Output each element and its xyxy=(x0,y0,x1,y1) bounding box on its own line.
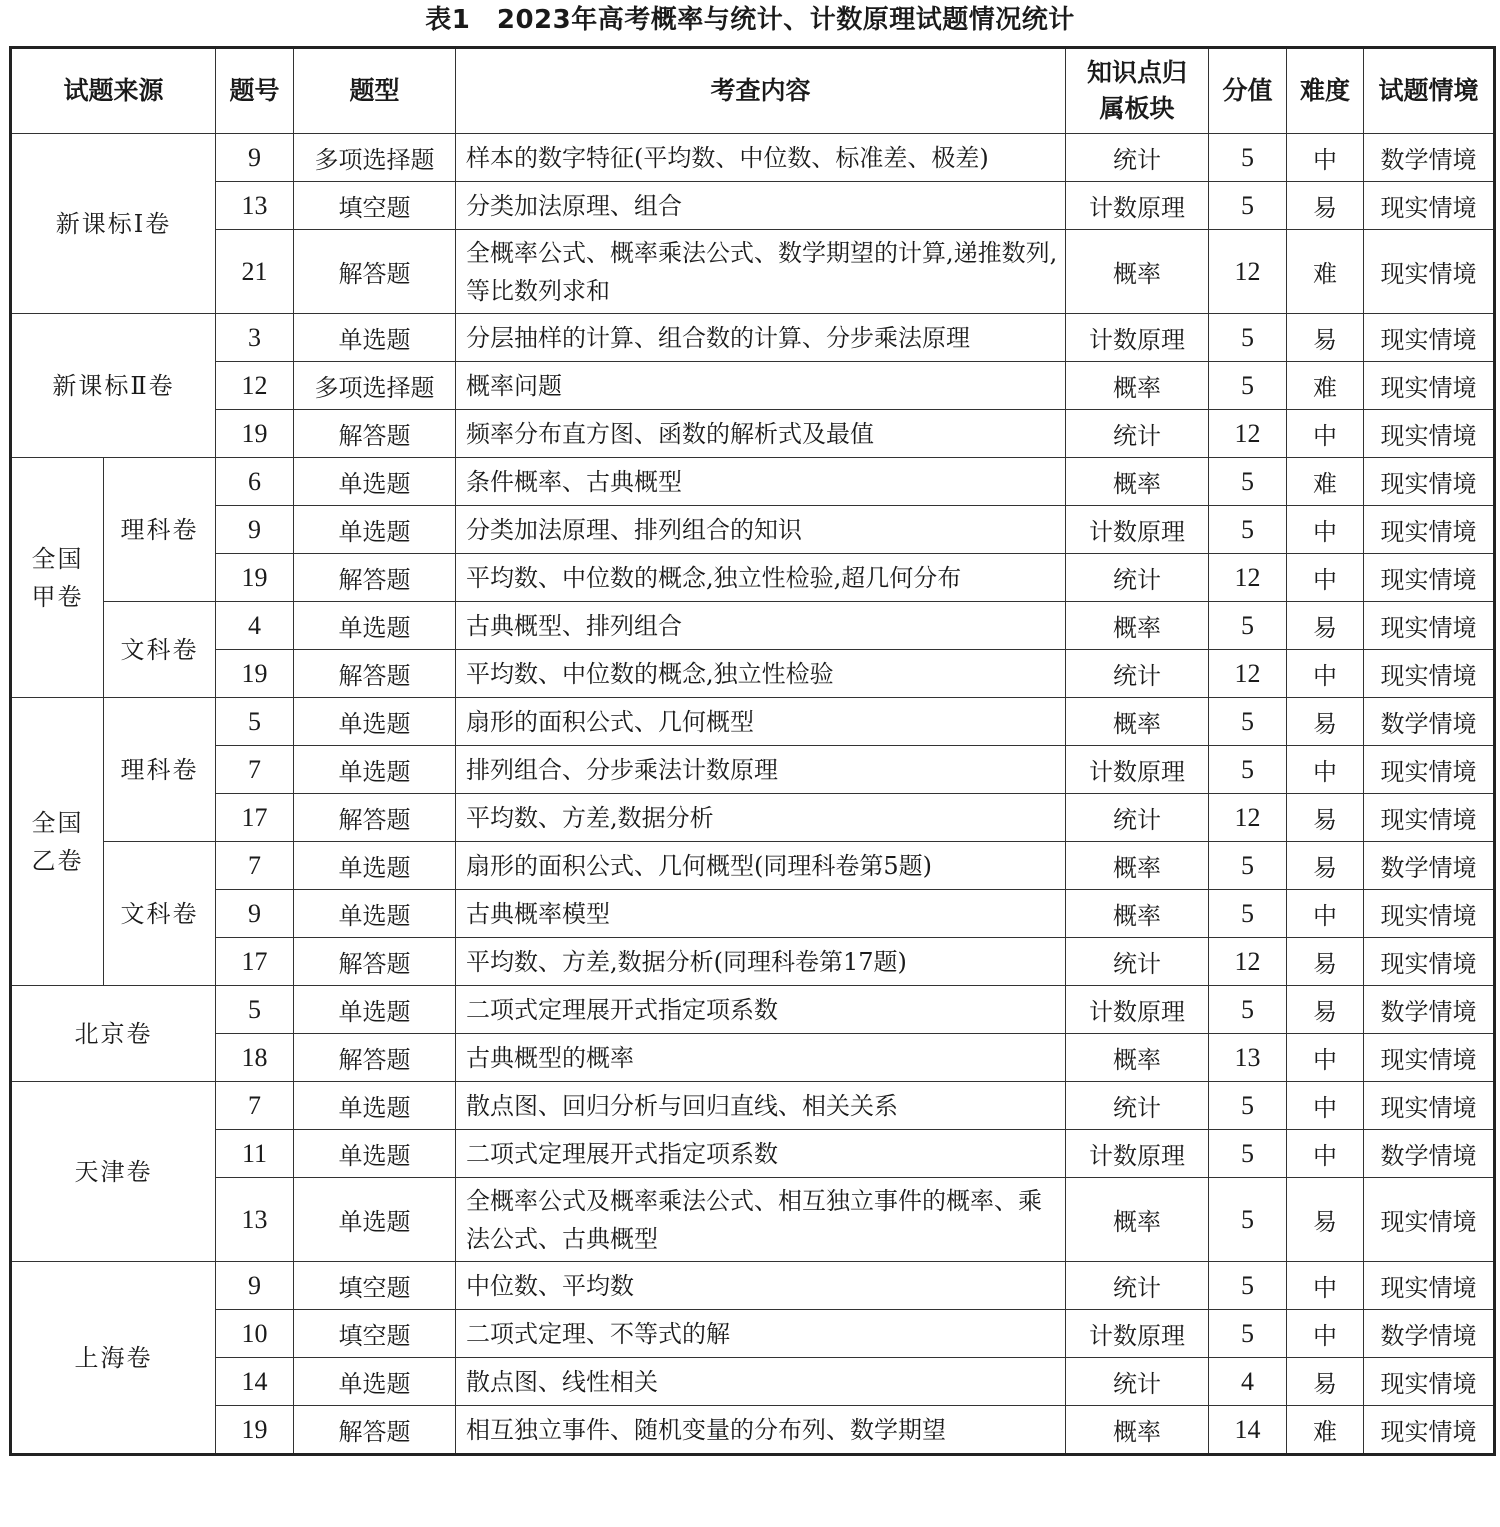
source-quanguo-jia: 全国甲卷 xyxy=(11,458,104,698)
cell-score: 12 xyxy=(1209,794,1287,842)
cell-block: 概率 xyxy=(1066,362,1209,410)
header-content: 考查内容 xyxy=(456,48,1066,134)
header-type: 题型 xyxy=(294,48,456,134)
cell-difficulty: 易 xyxy=(1287,182,1364,230)
cell-block: 概率 xyxy=(1066,230,1209,314)
cell-score: 13 xyxy=(1209,1034,1287,1082)
subsource-jia-like: 理科卷 xyxy=(104,458,216,602)
cell-context: 现实情境 xyxy=(1364,938,1495,986)
cell-content: 散点图、线性相关 xyxy=(456,1358,1066,1406)
cell-number: 19 xyxy=(216,650,294,698)
cell-content: 扇形的面积公式、几何概型 xyxy=(456,698,1066,746)
cell-type: 解答题 xyxy=(294,650,456,698)
cell-difficulty: 中 xyxy=(1287,134,1364,182)
cell-score: 5 xyxy=(1209,890,1287,938)
cell-block: 概率 xyxy=(1066,890,1209,938)
cell-context: 现实情境 xyxy=(1364,794,1495,842)
cell-type: 填空题 xyxy=(294,182,456,230)
cell-difficulty: 中 xyxy=(1287,1310,1364,1358)
cell-number: 11 xyxy=(216,1130,294,1178)
cell-context: 数学情境 xyxy=(1364,986,1495,1034)
cell-number: 9 xyxy=(216,506,294,554)
cell-block: 计数原理 xyxy=(1066,506,1209,554)
cell-type: 解答题 xyxy=(294,410,456,458)
cell-content: 相互独立事件、随机变量的分布列、数学期望 xyxy=(456,1406,1066,1455)
cell-type: 解答题 xyxy=(294,1406,456,1455)
cell-difficulty: 中 xyxy=(1287,1262,1364,1310)
table-row xyxy=(11,1082,1495,1130)
cell-block: 计数原理 xyxy=(1066,746,1209,794)
table-row xyxy=(11,554,1495,602)
cell-difficulty: 中 xyxy=(1287,890,1364,938)
cell-block: 概率 xyxy=(1066,1034,1209,1082)
cell-number: 9 xyxy=(216,890,294,938)
cell-difficulty: 难 xyxy=(1287,458,1364,506)
cell-type: 单选题 xyxy=(294,1082,456,1130)
cell-difficulty: 中 xyxy=(1287,410,1364,458)
cell-context: 数学情境 xyxy=(1364,842,1495,890)
cell-difficulty: 中 xyxy=(1287,650,1364,698)
source-quanguo-yi: 全国乙卷 xyxy=(11,698,104,986)
cell-block: 计数原理 xyxy=(1066,314,1209,362)
cell-type: 单选题 xyxy=(294,1178,456,1262)
cell-score: 14 xyxy=(1209,1406,1287,1455)
cell-context: 数学情境 xyxy=(1364,134,1495,182)
cell-block: 统计 xyxy=(1066,1262,1209,1310)
cell-type: 单选题 xyxy=(294,842,456,890)
table-row xyxy=(11,986,1495,1034)
cell-context: 现实情境 xyxy=(1364,410,1495,458)
cell-difficulty: 中 xyxy=(1287,746,1364,794)
cell-type: 单选题 xyxy=(294,602,456,650)
cell-score: 5 xyxy=(1209,314,1287,362)
cell-block: 统计 xyxy=(1066,1358,1209,1406)
source-xinkebiao-2: 新课标Ⅱ卷 xyxy=(11,314,216,458)
cell-content: 中位数、平均数 xyxy=(456,1262,1066,1310)
cell-context: 现实情境 xyxy=(1364,650,1495,698)
cell-score: 5 xyxy=(1209,1310,1287,1358)
cell-number: 12 xyxy=(216,362,294,410)
cell-score: 12 xyxy=(1209,650,1287,698)
cell-type: 单选题 xyxy=(294,1130,456,1178)
table-row xyxy=(11,938,1495,986)
table-title: 表1 2023年高考概率与统计、计数原理试题情况统计 xyxy=(425,5,1075,35)
cell-number: 14 xyxy=(216,1358,294,1406)
cell-context: 现实情境 xyxy=(1364,1406,1495,1455)
table-row xyxy=(11,1310,1495,1358)
cell-score: 12 xyxy=(1209,410,1287,458)
table-row xyxy=(11,890,1495,938)
cell-type: 单选题 xyxy=(294,506,456,554)
cell-number: 7 xyxy=(216,1082,294,1130)
cell-content: 分类加法原理、组合 xyxy=(456,182,1066,230)
cell-score: 5 xyxy=(1209,842,1287,890)
cell-content: 扇形的面积公式、几何概型(同理科卷第5题) xyxy=(456,842,1066,890)
cell-difficulty: 易 xyxy=(1287,602,1364,650)
subsource-yi-wenke: 文科卷 xyxy=(104,842,216,986)
cell-number: 17 xyxy=(216,794,294,842)
source-beijing: 北京卷 xyxy=(11,986,216,1082)
cell-difficulty: 易 xyxy=(1287,1178,1364,1262)
cell-block: 统计 xyxy=(1066,650,1209,698)
cell-score: 4 xyxy=(1209,1358,1287,1406)
cell-context: 现实情境 xyxy=(1364,506,1495,554)
cell-number: 18 xyxy=(216,1034,294,1082)
cell-context: 现实情境 xyxy=(1364,1358,1495,1406)
cell-number: 13 xyxy=(216,1178,294,1262)
cell-difficulty: 易 xyxy=(1287,842,1364,890)
cell-content: 二项式定理展开式指定项系数 xyxy=(456,986,1066,1034)
cell-number: 7 xyxy=(216,746,294,794)
table-row xyxy=(11,1034,1495,1082)
cell-score: 5 xyxy=(1209,602,1287,650)
table-row xyxy=(11,1406,1495,1455)
header-row xyxy=(11,48,1495,134)
cell-context: 现实情境 xyxy=(1364,362,1495,410)
table-row xyxy=(11,362,1495,410)
cell-score: 5 xyxy=(1209,986,1287,1034)
cell-difficulty: 难 xyxy=(1287,1406,1364,1455)
cell-type: 解答题 xyxy=(294,230,456,314)
table-row xyxy=(11,650,1495,698)
cell-number: 3 xyxy=(216,314,294,362)
cell-context: 现实情境 xyxy=(1364,1262,1495,1310)
cell-block: 概率 xyxy=(1066,1406,1209,1455)
cell-number: 17 xyxy=(216,938,294,986)
cell-type: 单选题 xyxy=(294,458,456,506)
cell-content: 样本的数字特征(平均数、中位数、标准差、极差) xyxy=(456,134,1066,182)
cell-number: 19 xyxy=(216,1406,294,1455)
cell-block: 概率 xyxy=(1066,602,1209,650)
cell-content: 散点图、回归分析与回归直线、相关关系 xyxy=(456,1082,1066,1130)
cell-content: 平均数、方差,数据分析(同理科卷第17题) xyxy=(456,938,1066,986)
cell-context: 现实情境 xyxy=(1364,458,1495,506)
cell-number: 19 xyxy=(216,554,294,602)
cell-type: 解答题 xyxy=(294,938,456,986)
cell-type: 填空题 xyxy=(294,1310,456,1358)
cell-context: 现实情境 xyxy=(1364,890,1495,938)
table-row xyxy=(11,458,1495,506)
cell-block: 统计 xyxy=(1066,554,1209,602)
table-row xyxy=(11,698,1495,746)
cell-content: 分层抽样的计算、组合数的计算、分步乘法原理 xyxy=(456,314,1066,362)
cell-score: 12 xyxy=(1209,554,1287,602)
header-context: 试题情境 xyxy=(1364,48,1495,134)
header-difficulty: 难度 xyxy=(1287,48,1364,134)
source-xinkebiao-1: 新课标Ⅰ卷 xyxy=(11,134,216,314)
cell-difficulty: 中 xyxy=(1287,1130,1364,1178)
cell-block: 统计 xyxy=(1066,134,1209,182)
cell-difficulty: 难 xyxy=(1287,230,1364,314)
cell-block: 概率 xyxy=(1066,698,1209,746)
cell-content: 概率问题 xyxy=(456,362,1066,410)
cell-content: 排列组合、分步乘法计数原理 xyxy=(456,746,1066,794)
cell-content: 古典概率模型 xyxy=(456,890,1066,938)
cell-difficulty: 易 xyxy=(1287,794,1364,842)
cell-type: 解答题 xyxy=(294,794,456,842)
subsource-jia-wenke: 文科卷 xyxy=(104,602,216,698)
cell-block: 计数原理 xyxy=(1066,182,1209,230)
table-row xyxy=(11,314,1495,362)
cell-type: 单选题 xyxy=(294,986,456,1034)
cell-block: 统计 xyxy=(1066,1082,1209,1130)
cell-context: 现实情境 xyxy=(1364,1082,1495,1130)
cell-difficulty: 易 xyxy=(1287,938,1364,986)
cell-block: 概率 xyxy=(1066,842,1209,890)
cell-block: 概率 xyxy=(1066,1178,1209,1262)
cell-score: 5 xyxy=(1209,362,1287,410)
table-row xyxy=(11,842,1495,890)
table-row xyxy=(11,182,1495,230)
table-row xyxy=(11,746,1495,794)
table-row xyxy=(11,1262,1495,1310)
cell-difficulty: 易 xyxy=(1287,986,1364,1034)
cell-block: 统计 xyxy=(1066,938,1209,986)
cell-content: 条件概率、古典概型 xyxy=(456,458,1066,506)
cell-context: 现实情境 xyxy=(1364,1034,1495,1082)
cell-type: 单选题 xyxy=(294,746,456,794)
cell-number: 10 xyxy=(216,1310,294,1358)
cell-context: 现实情境 xyxy=(1364,746,1495,794)
subsource-yi-like: 理科卷 xyxy=(104,698,216,842)
cell-score: 12 xyxy=(1209,938,1287,986)
cell-difficulty: 中 xyxy=(1287,554,1364,602)
cell-difficulty: 易 xyxy=(1287,1358,1364,1406)
cell-type: 多项选择题 xyxy=(294,134,456,182)
cell-context: 数学情境 xyxy=(1364,1130,1495,1178)
cell-content: 二项式定理展开式指定项系数 xyxy=(456,1130,1066,1178)
header-block: 知识点归属板块 xyxy=(1066,48,1209,134)
table-row xyxy=(11,1178,1495,1262)
cell-type: 填空题 xyxy=(294,1262,456,1310)
cell-type: 单选题 xyxy=(294,890,456,938)
cell-type: 多项选择题 xyxy=(294,362,456,410)
cell-content: 频率分布直方图、函数的解析式及最值 xyxy=(456,410,1066,458)
cell-number: 9 xyxy=(216,134,294,182)
cell-context: 现实情境 xyxy=(1364,230,1495,314)
cell-score: 5 xyxy=(1209,458,1287,506)
cell-content: 平均数、中位数的概念,独立性检验 xyxy=(456,650,1066,698)
table-row xyxy=(11,794,1495,842)
cell-type: 单选题 xyxy=(294,314,456,362)
source-shanghai: 上海卷 xyxy=(11,1262,216,1455)
table-row xyxy=(11,602,1495,650)
cell-score: 5 xyxy=(1209,1262,1287,1310)
table-row xyxy=(11,506,1495,554)
cell-context: 现实情境 xyxy=(1364,602,1495,650)
cell-difficulty: 易 xyxy=(1287,698,1364,746)
cell-score: 5 xyxy=(1209,182,1287,230)
cell-score: 12 xyxy=(1209,230,1287,314)
cell-type: 解答题 xyxy=(294,1034,456,1082)
cell-score: 5 xyxy=(1209,134,1287,182)
cell-block: 统计 xyxy=(1066,794,1209,842)
table-row xyxy=(11,134,1495,182)
cell-number: 5 xyxy=(216,986,294,1034)
cell-number: 7 xyxy=(216,842,294,890)
cell-number: 9 xyxy=(216,1262,294,1310)
table-row xyxy=(11,1130,1495,1178)
cell-context: 现实情境 xyxy=(1364,1178,1495,1262)
header-number: 题号 xyxy=(216,48,294,134)
cell-number: 6 xyxy=(216,458,294,506)
cell-number: 13 xyxy=(216,182,294,230)
cell-block: 计数原理 xyxy=(1066,1130,1209,1178)
cell-difficulty: 中 xyxy=(1287,506,1364,554)
cell-block: 概率 xyxy=(1066,458,1209,506)
cell-block: 计数原理 xyxy=(1066,986,1209,1034)
cell-content: 二项式定理、不等式的解 xyxy=(456,1310,1066,1358)
cell-score: 5 xyxy=(1209,506,1287,554)
cell-content: 平均数、方差,数据分析 xyxy=(456,794,1066,842)
cell-content: 分类加法原理、排列组合的知识 xyxy=(456,506,1066,554)
cell-content: 古典概型的概率 xyxy=(456,1034,1066,1082)
table-row xyxy=(11,410,1495,458)
cell-score: 5 xyxy=(1209,1082,1287,1130)
header-score: 分值 xyxy=(1209,48,1287,134)
cell-number: 4 xyxy=(216,602,294,650)
header-source: 试题来源 xyxy=(11,48,216,134)
cell-score: 5 xyxy=(1209,746,1287,794)
cell-type: 单选题 xyxy=(294,698,456,746)
cell-context: 现实情境 xyxy=(1364,554,1495,602)
cell-context: 现实情境 xyxy=(1364,314,1495,362)
cell-block: 统计 xyxy=(1066,410,1209,458)
cell-context: 数学情境 xyxy=(1364,698,1495,746)
cell-score: 5 xyxy=(1209,1130,1287,1178)
table-row xyxy=(11,230,1495,314)
cell-type: 解答题 xyxy=(294,554,456,602)
cell-score: 5 xyxy=(1209,698,1287,746)
cell-content: 全概率公式、概率乘法公式、数学期望的计算,递推数列,等比数列求和 xyxy=(456,230,1066,314)
cell-type: 单选题 xyxy=(294,1358,456,1406)
cell-difficulty: 中 xyxy=(1287,1082,1364,1130)
cell-block: 计数原理 xyxy=(1066,1310,1209,1358)
cell-content: 全概率公式及概率乘法公式、相互独立事件的概率、乘法公式、古典概型 xyxy=(456,1178,1066,1262)
cell-content: 古典概型、排列组合 xyxy=(456,602,1066,650)
cell-content: 平均数、中位数的概念,独立性检验,超几何分布 xyxy=(456,554,1066,602)
cell-number: 19 xyxy=(216,410,294,458)
statistics-table xyxy=(9,46,1496,1456)
cell-difficulty: 中 xyxy=(1287,1034,1364,1082)
table-row xyxy=(11,1358,1495,1406)
cell-difficulty: 易 xyxy=(1287,314,1364,362)
cell-number: 5 xyxy=(216,698,294,746)
cell-context: 现实情境 xyxy=(1364,182,1495,230)
source-tianjin: 天津卷 xyxy=(11,1082,216,1262)
cell-context: 数学情境 xyxy=(1364,1310,1495,1358)
cell-score: 5 xyxy=(1209,1178,1287,1262)
cell-number: 21 xyxy=(216,230,294,314)
cell-difficulty: 难 xyxy=(1287,362,1364,410)
